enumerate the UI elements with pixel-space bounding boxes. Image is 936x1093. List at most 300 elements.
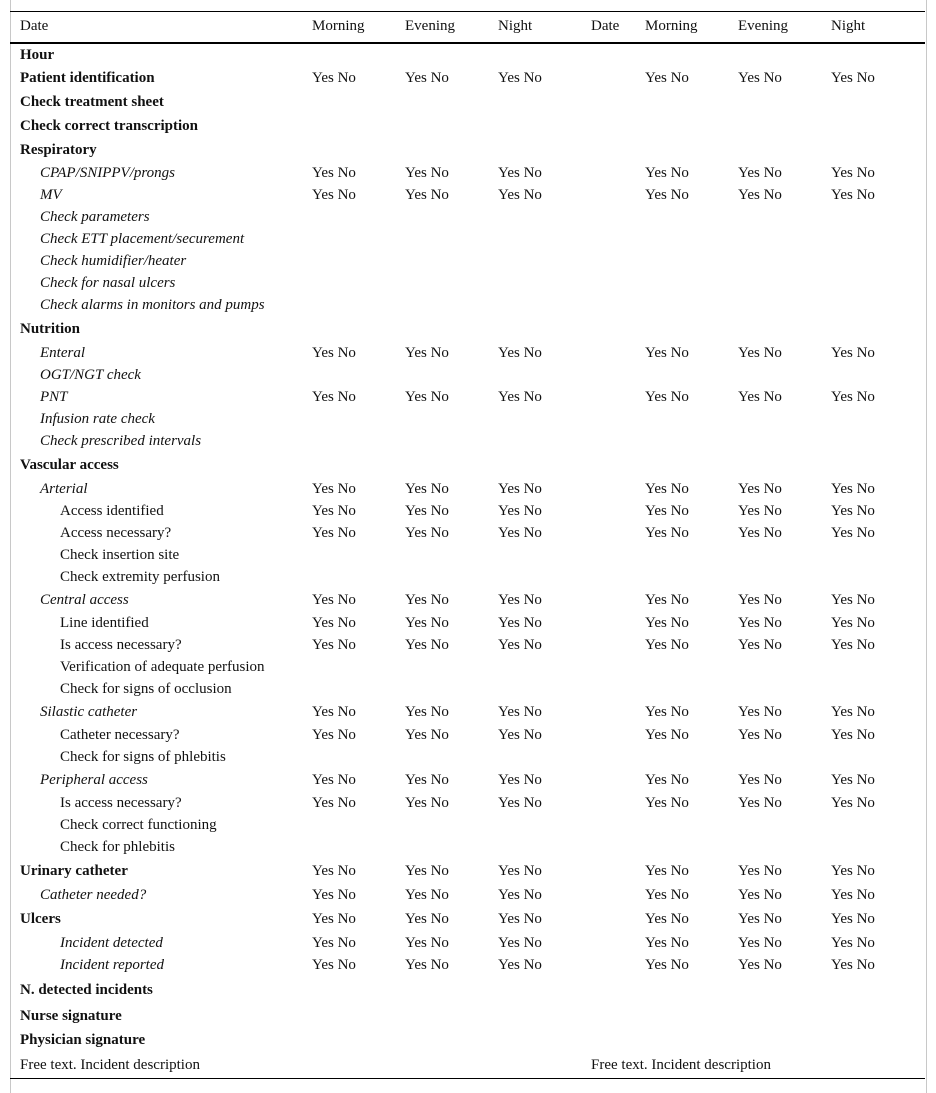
empty-cell bbox=[645, 207, 738, 229]
yes-no-cell: Yes No bbox=[831, 637, 875, 653]
yes-no-cell: Yes No bbox=[498, 481, 542, 497]
empty-cell bbox=[591, 365, 645, 387]
empty-cell bbox=[312, 273, 405, 295]
yes-no-cell: Yes No bbox=[498, 935, 542, 951]
empty-cell bbox=[498, 431, 591, 453]
empty-cell bbox=[312, 115, 405, 139]
table-row bbox=[10, 251, 925, 273]
empty-cell bbox=[591, 207, 645, 229]
empty-cell bbox=[312, 567, 405, 589]
empty-cell bbox=[591, 43, 645, 67]
empty-cell bbox=[498, 545, 591, 567]
yes-no-cell: Yes No bbox=[738, 389, 782, 405]
row-label: OGT/NGT check bbox=[40, 367, 141, 383]
row-label: Check for nasal ulcers bbox=[40, 275, 176, 291]
empty-cell bbox=[738, 295, 831, 317]
yes-no-cell: Yes No bbox=[405, 887, 449, 903]
row-label: Physician signature bbox=[20, 1032, 146, 1048]
yes-no-cell: Yes No bbox=[831, 70, 875, 86]
yes-no-cell: Yes No bbox=[645, 503, 689, 519]
empty-cell bbox=[498, 837, 591, 859]
empty-cell bbox=[405, 977, 498, 1005]
header-morning-left: Morning bbox=[312, 12, 405, 43]
yes-no-cell: Yes No bbox=[405, 345, 449, 361]
empty-cell bbox=[591, 343, 645, 365]
yes-no-cell: Yes No bbox=[312, 935, 356, 951]
empty-cell bbox=[591, 815, 645, 837]
table-row bbox=[10, 409, 925, 431]
empty-cell bbox=[831, 679, 925, 701]
empty-cell bbox=[591, 635, 645, 657]
checklist-table bbox=[10, 11, 925, 1079]
empty-cell bbox=[591, 523, 645, 545]
yes-no-cell: Yes No bbox=[738, 345, 782, 361]
empty-cell bbox=[498, 273, 591, 295]
table-row bbox=[10, 91, 925, 115]
table-row bbox=[10, 479, 925, 501]
empty-cell bbox=[405, 747, 498, 769]
empty-cell bbox=[831, 295, 925, 317]
empty-cell bbox=[645, 251, 738, 273]
yes-no-cell: Yes No bbox=[645, 887, 689, 903]
empty-cell bbox=[738, 91, 831, 115]
yes-no-cell: Yes No bbox=[738, 935, 782, 951]
empty-cell bbox=[645, 273, 738, 295]
empty-cell bbox=[498, 657, 591, 679]
empty-cell bbox=[591, 139, 645, 163]
empty-cell bbox=[645, 43, 738, 67]
table-row bbox=[10, 657, 925, 679]
yes-no-cell: Yes No bbox=[645, 615, 689, 631]
empty-cell bbox=[312, 1029, 405, 1053]
empty-cell bbox=[645, 115, 738, 139]
table-row bbox=[10, 725, 925, 747]
row-label: Line identified bbox=[60, 615, 149, 631]
empty-cell bbox=[498, 453, 591, 479]
yes-no-cell: Yes No bbox=[405, 637, 449, 653]
empty-cell bbox=[498, 1029, 591, 1053]
empty-cell bbox=[738, 317, 831, 343]
empty-cell bbox=[405, 317, 498, 343]
row-label: Check for signs of phlebitis bbox=[60, 749, 226, 765]
empty-cell bbox=[591, 679, 645, 701]
table-row bbox=[10, 977, 925, 1005]
empty-cell bbox=[738, 815, 831, 837]
empty-cell bbox=[591, 769, 645, 793]
yes-no-cell: Yes No bbox=[498, 957, 542, 973]
yes-no-cell: Yes No bbox=[312, 165, 356, 181]
empty-cell bbox=[498, 251, 591, 273]
yes-no-cell: Yes No bbox=[312, 345, 356, 361]
row-label: CPAP/SNIPPV/prongs bbox=[40, 165, 175, 181]
row-label: Check for signs of occlusion bbox=[60, 681, 232, 697]
empty-cell bbox=[645, 815, 738, 837]
yes-no-cell: Yes No bbox=[405, 389, 449, 405]
yes-no-cell: Yes No bbox=[645, 165, 689, 181]
empty-cell bbox=[738, 273, 831, 295]
yes-no-cell: Yes No bbox=[738, 911, 782, 927]
yes-no-cell: Yes No bbox=[738, 481, 782, 497]
empty-cell bbox=[498, 679, 591, 701]
empty-cell bbox=[498, 317, 591, 343]
yes-no-cell: Yes No bbox=[645, 957, 689, 973]
row-label: Check alarms in monitors and pumps bbox=[40, 297, 265, 313]
row-label: Central access bbox=[40, 592, 129, 608]
yes-no-cell: Yes No bbox=[645, 481, 689, 497]
empty-cell bbox=[831, 1005, 925, 1029]
yes-no-cell: Yes No bbox=[831, 503, 875, 519]
yes-no-cell: Yes No bbox=[405, 592, 449, 608]
header-night-right: Night bbox=[831, 12, 925, 43]
row-label: Nurse signature bbox=[20, 1008, 122, 1024]
yes-no-cell: Yes No bbox=[312, 887, 356, 903]
yes-no-cell: Yes No bbox=[738, 70, 782, 86]
table-row bbox=[10, 679, 925, 701]
empty-cell bbox=[591, 955, 645, 977]
table-row bbox=[10, 207, 925, 229]
empty-cell bbox=[498, 365, 591, 387]
empty-cell bbox=[498, 409, 591, 431]
empty-cell bbox=[591, 295, 645, 317]
yes-no-cell: Yes No bbox=[831, 615, 875, 631]
table-row bbox=[10, 747, 925, 769]
yes-no-cell: Yes No bbox=[312, 863, 356, 879]
empty-cell bbox=[738, 837, 831, 859]
row-label: Peripheral access bbox=[40, 772, 148, 788]
row-label: Nutrition bbox=[20, 321, 80, 337]
yes-no-cell: Yes No bbox=[831, 525, 875, 541]
yes-no-cell: Yes No bbox=[498, 863, 542, 879]
yes-no-cell: Yes No bbox=[312, 525, 356, 541]
empty-cell bbox=[645, 453, 738, 479]
yes-no-cell: Yes No bbox=[645, 727, 689, 743]
empty-cell bbox=[498, 567, 591, 589]
empty-cell bbox=[831, 317, 925, 343]
yes-no-cell: Yes No bbox=[312, 637, 356, 653]
yes-no-cell: Yes No bbox=[312, 772, 356, 788]
empty-cell bbox=[591, 701, 645, 725]
empty-cell bbox=[591, 725, 645, 747]
empty-cell bbox=[831, 815, 925, 837]
yes-no-cell: Yes No bbox=[738, 592, 782, 608]
empty-cell bbox=[831, 139, 925, 163]
yes-no-cell: Yes No bbox=[831, 345, 875, 361]
empty-cell bbox=[312, 431, 405, 453]
yes-no-cell: Yes No bbox=[498, 525, 542, 541]
empty-cell bbox=[738, 139, 831, 163]
table-row bbox=[10, 273, 925, 295]
empty-cell bbox=[831, 115, 925, 139]
empty-cell bbox=[591, 933, 645, 955]
empty-cell bbox=[591, 453, 645, 479]
yes-no-cell: Yes No bbox=[738, 887, 782, 903]
empty-cell bbox=[591, 567, 645, 589]
empty-cell bbox=[738, 251, 831, 273]
empty-cell bbox=[591, 387, 645, 409]
header-morning-right: Morning bbox=[645, 12, 738, 43]
empty-cell bbox=[405, 431, 498, 453]
empty-cell bbox=[645, 679, 738, 701]
table-row bbox=[10, 387, 925, 409]
yes-no-cell: Yes No bbox=[831, 795, 875, 811]
empty-cell bbox=[831, 1029, 925, 1053]
footer-row bbox=[10, 1053, 925, 1079]
empty-cell bbox=[831, 365, 925, 387]
row-label: Ulcers bbox=[20, 911, 61, 927]
empty-cell bbox=[312, 409, 405, 431]
row-label: Incident reported bbox=[60, 957, 164, 973]
empty-cell bbox=[645, 229, 738, 251]
empty-cell bbox=[312, 295, 405, 317]
yes-no-cell: Yes No bbox=[831, 935, 875, 951]
empty-cell bbox=[645, 365, 738, 387]
empty-cell bbox=[405, 251, 498, 273]
empty-cell bbox=[645, 657, 738, 679]
empty-cell bbox=[738, 567, 831, 589]
yes-no-cell: Yes No bbox=[738, 165, 782, 181]
table-row bbox=[10, 589, 925, 613]
yes-no-cell: Yes No bbox=[405, 772, 449, 788]
yes-no-cell: Yes No bbox=[831, 481, 875, 497]
empty-cell bbox=[591, 479, 645, 501]
empty-cell bbox=[498, 295, 591, 317]
empty-cell bbox=[738, 43, 831, 67]
empty-cell bbox=[405, 273, 498, 295]
yes-no-cell: Yes No bbox=[738, 525, 782, 541]
empty-cell bbox=[591, 907, 645, 933]
row-label: PNT bbox=[40, 389, 68, 405]
table-row bbox=[10, 453, 925, 479]
empty-cell bbox=[738, 431, 831, 453]
header-evening-right: Evening bbox=[738, 12, 831, 43]
yes-no-cell: Yes No bbox=[645, 772, 689, 788]
empty-cell bbox=[738, 365, 831, 387]
yes-no-cell: Yes No bbox=[738, 187, 782, 203]
row-label: Respiratory bbox=[20, 142, 97, 158]
row-label: Check for phlebitis bbox=[60, 839, 175, 855]
empty-cell bbox=[405, 837, 498, 859]
empty-cell bbox=[405, 679, 498, 701]
yes-no-cell: Yes No bbox=[498, 615, 542, 631]
row-label: Check parameters bbox=[40, 209, 150, 225]
yes-no-cell: Yes No bbox=[831, 863, 875, 879]
table-row bbox=[10, 163, 925, 185]
empty-cell bbox=[831, 977, 925, 1005]
row-label: Check correct transcription bbox=[20, 118, 199, 134]
yes-no-cell: Yes No bbox=[831, 911, 875, 927]
table-row bbox=[10, 431, 925, 453]
header-date-left: Date bbox=[10, 12, 312, 43]
empty-cell bbox=[498, 207, 591, 229]
empty-cell bbox=[645, 747, 738, 769]
yes-no-cell: Yes No bbox=[405, 727, 449, 743]
row-label: Catheter needed? bbox=[40, 887, 147, 903]
table-row bbox=[10, 365, 925, 387]
row-label: Vascular access bbox=[20, 457, 119, 473]
yes-no-cell: Yes No bbox=[738, 772, 782, 788]
row-label: Check humidifier/heater bbox=[40, 253, 187, 269]
yes-no-cell: Yes No bbox=[498, 389, 542, 405]
empty-cell bbox=[591, 501, 645, 523]
empty-cell bbox=[831, 545, 925, 567]
empty-cell bbox=[645, 1005, 738, 1029]
empty-cell bbox=[738, 657, 831, 679]
free-text-right: Free text. Incident description bbox=[591, 1053, 925, 1079]
yes-no-cell: Yes No bbox=[312, 70, 356, 86]
empty-cell bbox=[498, 91, 591, 115]
empty-cell bbox=[591, 273, 645, 295]
empty-cell bbox=[405, 1029, 498, 1053]
table-row bbox=[10, 343, 925, 365]
table-row bbox=[10, 317, 925, 343]
table-row bbox=[10, 295, 925, 317]
empty-cell bbox=[498, 139, 591, 163]
empty-cell bbox=[591, 793, 645, 815]
yes-no-cell: Yes No bbox=[498, 187, 542, 203]
yes-no-cell: Yes No bbox=[405, 911, 449, 927]
empty-cell bbox=[498, 43, 591, 67]
yes-no-cell: Yes No bbox=[498, 795, 542, 811]
empty-cell bbox=[591, 431, 645, 453]
empty-cell bbox=[498, 747, 591, 769]
empty-cell bbox=[405, 229, 498, 251]
empty-cell bbox=[405, 409, 498, 431]
empty-cell bbox=[312, 317, 405, 343]
empty-cell bbox=[312, 837, 405, 859]
table-row bbox=[10, 139, 925, 163]
empty-cell bbox=[405, 139, 498, 163]
empty-cell bbox=[498, 1005, 591, 1029]
table-row bbox=[10, 115, 925, 139]
row-label: Enteral bbox=[40, 345, 85, 361]
empty-cell bbox=[591, 185, 645, 207]
empty-cell bbox=[591, 747, 645, 769]
empty-cell bbox=[498, 115, 591, 139]
empty-cell bbox=[591, 885, 645, 907]
empty-cell bbox=[405, 91, 498, 115]
empty-cell bbox=[831, 229, 925, 251]
yes-no-cell: Yes No bbox=[645, 795, 689, 811]
empty-cell bbox=[312, 139, 405, 163]
table-row bbox=[10, 523, 925, 545]
empty-cell bbox=[831, 747, 925, 769]
table-row bbox=[10, 701, 925, 725]
yes-no-cell: Yes No bbox=[498, 772, 542, 788]
row-label: Check correct functioning bbox=[60, 817, 217, 833]
row-label: Check treatment sheet bbox=[20, 94, 164, 110]
yes-no-cell: Yes No bbox=[312, 704, 356, 720]
empty-cell bbox=[591, 317, 645, 343]
empty-cell bbox=[831, 207, 925, 229]
empty-cell bbox=[591, 67, 645, 91]
header-night-left: Night bbox=[498, 12, 591, 43]
empty-cell bbox=[645, 837, 738, 859]
empty-cell bbox=[591, 859, 645, 885]
yes-no-cell: Yes No bbox=[405, 525, 449, 541]
yes-no-cell: Yes No bbox=[738, 863, 782, 879]
table-row bbox=[10, 907, 925, 933]
empty-cell bbox=[591, 115, 645, 139]
empty-cell bbox=[738, 747, 831, 769]
yes-no-cell: Yes No bbox=[405, 165, 449, 181]
yes-no-cell: Yes No bbox=[498, 727, 542, 743]
yes-no-cell: Yes No bbox=[831, 389, 875, 405]
yes-no-cell: Yes No bbox=[312, 727, 356, 743]
yes-no-cell: Yes No bbox=[312, 957, 356, 973]
yes-no-cell: Yes No bbox=[498, 503, 542, 519]
empty-cell bbox=[831, 409, 925, 431]
empty-cell bbox=[312, 679, 405, 701]
empty-cell bbox=[591, 545, 645, 567]
empty-cell bbox=[405, 657, 498, 679]
empty-cell bbox=[645, 431, 738, 453]
table-row bbox=[10, 1029, 925, 1053]
empty-cell bbox=[645, 139, 738, 163]
empty-cell bbox=[312, 365, 405, 387]
empty-cell bbox=[312, 747, 405, 769]
yes-no-cell: Yes No bbox=[645, 935, 689, 951]
row-label: Patient identification bbox=[20, 70, 155, 86]
empty-cell bbox=[405, 207, 498, 229]
row-label: Is access necessary? bbox=[60, 795, 182, 811]
empty-cell bbox=[831, 657, 925, 679]
yes-no-cell: Yes No bbox=[645, 525, 689, 541]
yes-no-cell: Yes No bbox=[831, 957, 875, 973]
table-row bbox=[10, 955, 925, 977]
yes-no-cell: Yes No bbox=[312, 389, 356, 405]
row-label: Access necessary? bbox=[60, 525, 172, 541]
row-label: Check extremity perfusion bbox=[60, 569, 220, 585]
yes-no-cell: Yes No bbox=[645, 389, 689, 405]
yes-no-cell: Yes No bbox=[312, 911, 356, 927]
row-label: MV bbox=[40, 187, 62, 203]
yes-no-cell: Yes No bbox=[831, 592, 875, 608]
header-row bbox=[10, 12, 925, 43]
free-text-left: Free text. Incident description bbox=[10, 1053, 591, 1079]
empty-cell bbox=[405, 545, 498, 567]
table-row bbox=[10, 567, 925, 589]
empty-cell bbox=[312, 977, 405, 1005]
empty-cell bbox=[591, 91, 645, 115]
yes-no-cell: Yes No bbox=[738, 727, 782, 743]
yes-no-cell: Yes No bbox=[645, 637, 689, 653]
empty-cell bbox=[738, 545, 831, 567]
yes-no-cell: Yes No bbox=[738, 704, 782, 720]
empty-cell bbox=[591, 409, 645, 431]
table-row bbox=[10, 885, 925, 907]
yes-no-cell: Yes No bbox=[498, 70, 542, 86]
yes-no-cell: Yes No bbox=[312, 592, 356, 608]
yes-no-cell: Yes No bbox=[498, 887, 542, 903]
empty-cell bbox=[738, 977, 831, 1005]
yes-no-cell: Yes No bbox=[405, 503, 449, 519]
empty-cell bbox=[645, 317, 738, 343]
yes-no-cell: Yes No bbox=[831, 887, 875, 903]
table-row bbox=[10, 859, 925, 885]
table-row bbox=[10, 545, 925, 567]
empty-cell bbox=[405, 115, 498, 139]
empty-cell bbox=[405, 365, 498, 387]
yes-no-cell: Yes No bbox=[498, 637, 542, 653]
yes-no-cell: Yes No bbox=[405, 187, 449, 203]
yes-no-cell: Yes No bbox=[405, 704, 449, 720]
row-label: Hour bbox=[20, 46, 55, 63]
row-label: Infusion rate check bbox=[40, 411, 155, 427]
yes-no-cell: Yes No bbox=[645, 704, 689, 720]
empty-cell bbox=[405, 815, 498, 837]
empty-cell bbox=[645, 91, 738, 115]
yes-no-cell: Yes No bbox=[831, 165, 875, 181]
